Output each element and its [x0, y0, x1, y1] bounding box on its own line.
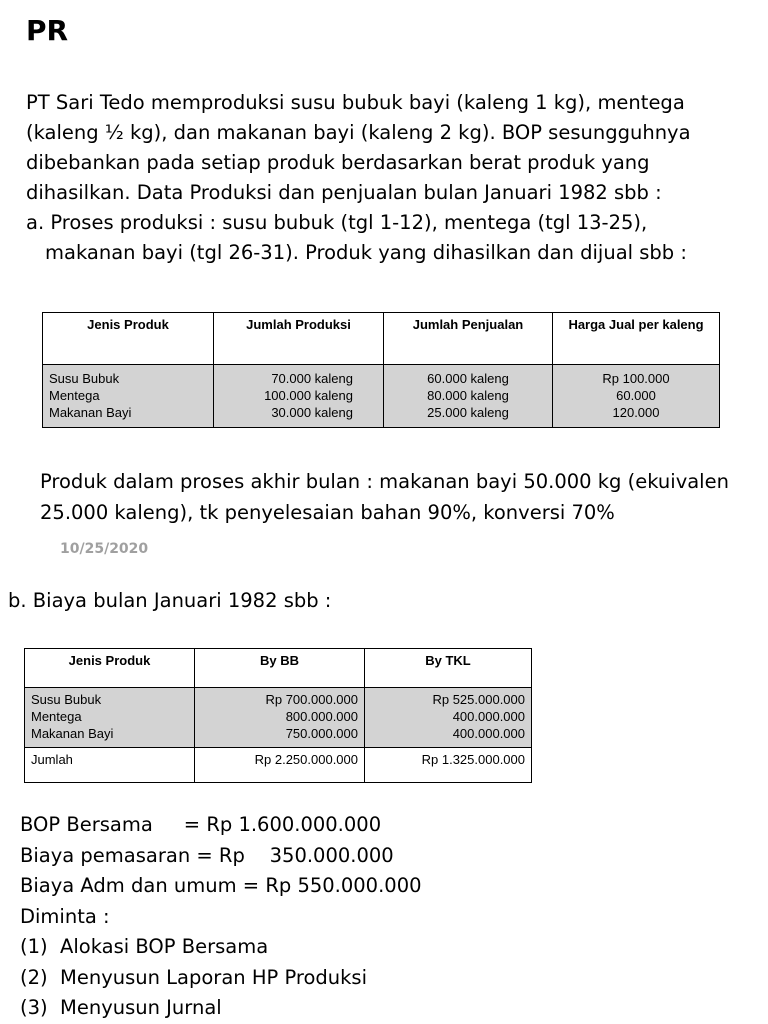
cell-bb [195, 688, 365, 748]
intro-paragraph [26, 88, 756, 268]
task-item: (2) Menyusun Laporan HP Produksi [20, 965, 367, 989]
section-b-heading: b. Biaya bulan Januari 1982 sbb : [8, 589, 332, 612]
intro-line: a. Proses produksi : susu bubuk (tgl 1-12), mentega (tgl 13-25), [26, 211, 648, 234]
header-jumlah-produksi: Jumlah Produksi [214, 313, 384, 365]
tkl-value: 400.000.000 [452, 726, 525, 741]
bb-value: 800.000.000 [285, 709, 358, 724]
wip-line: 25.000 kaleng), tk penyelesaian bahan 90%, konversi 70% [40, 501, 615, 524]
harga-value: 120.000 [612, 405, 660, 420]
produk-name: Susu Bubuk [31, 692, 102, 707]
produksi-value: 100.000 kaleng [264, 388, 353, 403]
cell-produk [25, 688, 195, 748]
cell-produk [43, 365, 214, 428]
penjualan-value: 80.000 kaleng [427, 388, 509, 403]
bb-value: 750.000.000 [285, 726, 358, 741]
cell-penjualan [384, 365, 553, 428]
tkl-value: 400.000.000 [452, 709, 525, 724]
summary-line: Diminta : [20, 904, 110, 928]
task-item: (3) Menyusun Jurnal [20, 996, 222, 1019]
total-tkl: Rp 1.325.000.000 [365, 748, 532, 783]
penjualan-value: 60.000 kaleng [427, 371, 509, 386]
harga-value: 60.000 [616, 388, 656, 403]
intro-line: makanan bayi (tgl 26-31). Produk yang dihasilkan dan dijual sbb : [45, 241, 687, 264]
header-jumlah-penjualan: Jumlah Penjualan [384, 313, 553, 365]
intro-line: dibebankan pada setiap produk berdasarkan berat produk yang [26, 151, 650, 174]
wip-line: Produk dalam proses akhir bulan : makanan bayi 50.000 kg (ekuivalen [40, 470, 729, 493]
bb-value: Rp 700.000.000 [265, 692, 358, 707]
slide-date: 10/25/2020 [60, 541, 149, 557]
intro-line: (kaleng ½ kg), dan makanan bayi (kaleng 2 kg). BOP sesungguhnya [26, 121, 691, 144]
produk-name: Makanan Bayi [49, 405, 132, 420]
intro-line: PT Sari Tedo memproduksi susu bubuk bayi (kaleng 1 kg), mentega [26, 91, 685, 114]
header-jenis-produk: Jenis Produk [43, 313, 214, 365]
wip-paragraph [40, 466, 729, 528]
penjualan-value: 25.000 kaleng [427, 405, 509, 420]
cell-tkl [365, 688, 532, 748]
intro-line: dihasilkan. Data Produksi dan penjualan bulan Januari 1982 sbb : [26, 181, 662, 204]
summary-line: BOP Bersama = Rp 1.600.000.000 [20, 813, 382, 836]
header-by-bb: By BB [195, 649, 365, 688]
table-row [25, 688, 532, 748]
total-label: Jumlah [25, 748, 195, 783]
table-header-row [43, 313, 720, 365]
production-table [42, 312, 720, 428]
summary-line: Biaya pemasaran = Rp 350.000.000 [20, 843, 394, 867]
page-title: PR [26, 14, 69, 47]
cell-harga [553, 365, 720, 428]
table-header-row [25, 649, 532, 688]
produk-name: Susu Bubuk [49, 371, 120, 386]
produk-name: Mentega [31, 709, 82, 724]
cost-table [24, 648, 532, 783]
task-item: (1) Alokasi BOP Bersama [20, 935, 269, 958]
cell-produksi [214, 365, 384, 428]
produk-name: Makanan Bayi [31, 726, 114, 741]
produksi-value: 70.000 kaleng [271, 371, 353, 386]
table-row [43, 365, 720, 428]
cost-summary [20, 810, 422, 1024]
header-jenis-produk: Jenis Produk [25, 649, 195, 688]
summary-line: Biaya Adm dan umum = Rp 550.000.000 [20, 874, 422, 897]
produk-name: Mentega [49, 388, 100, 403]
header-by-tkl: By TKL [365, 649, 532, 688]
total-bb: Rp 2.250.000.000 [195, 748, 365, 783]
tkl-value: Rp 525.000.000 [432, 692, 525, 707]
harga-value: Rp 100.000 [602, 371, 670, 386]
header-harga-jual: Harga Jual per kaleng [553, 313, 720, 365]
table-total-row [25, 748, 532, 783]
produksi-value: 30.000 kaleng [271, 405, 353, 420]
